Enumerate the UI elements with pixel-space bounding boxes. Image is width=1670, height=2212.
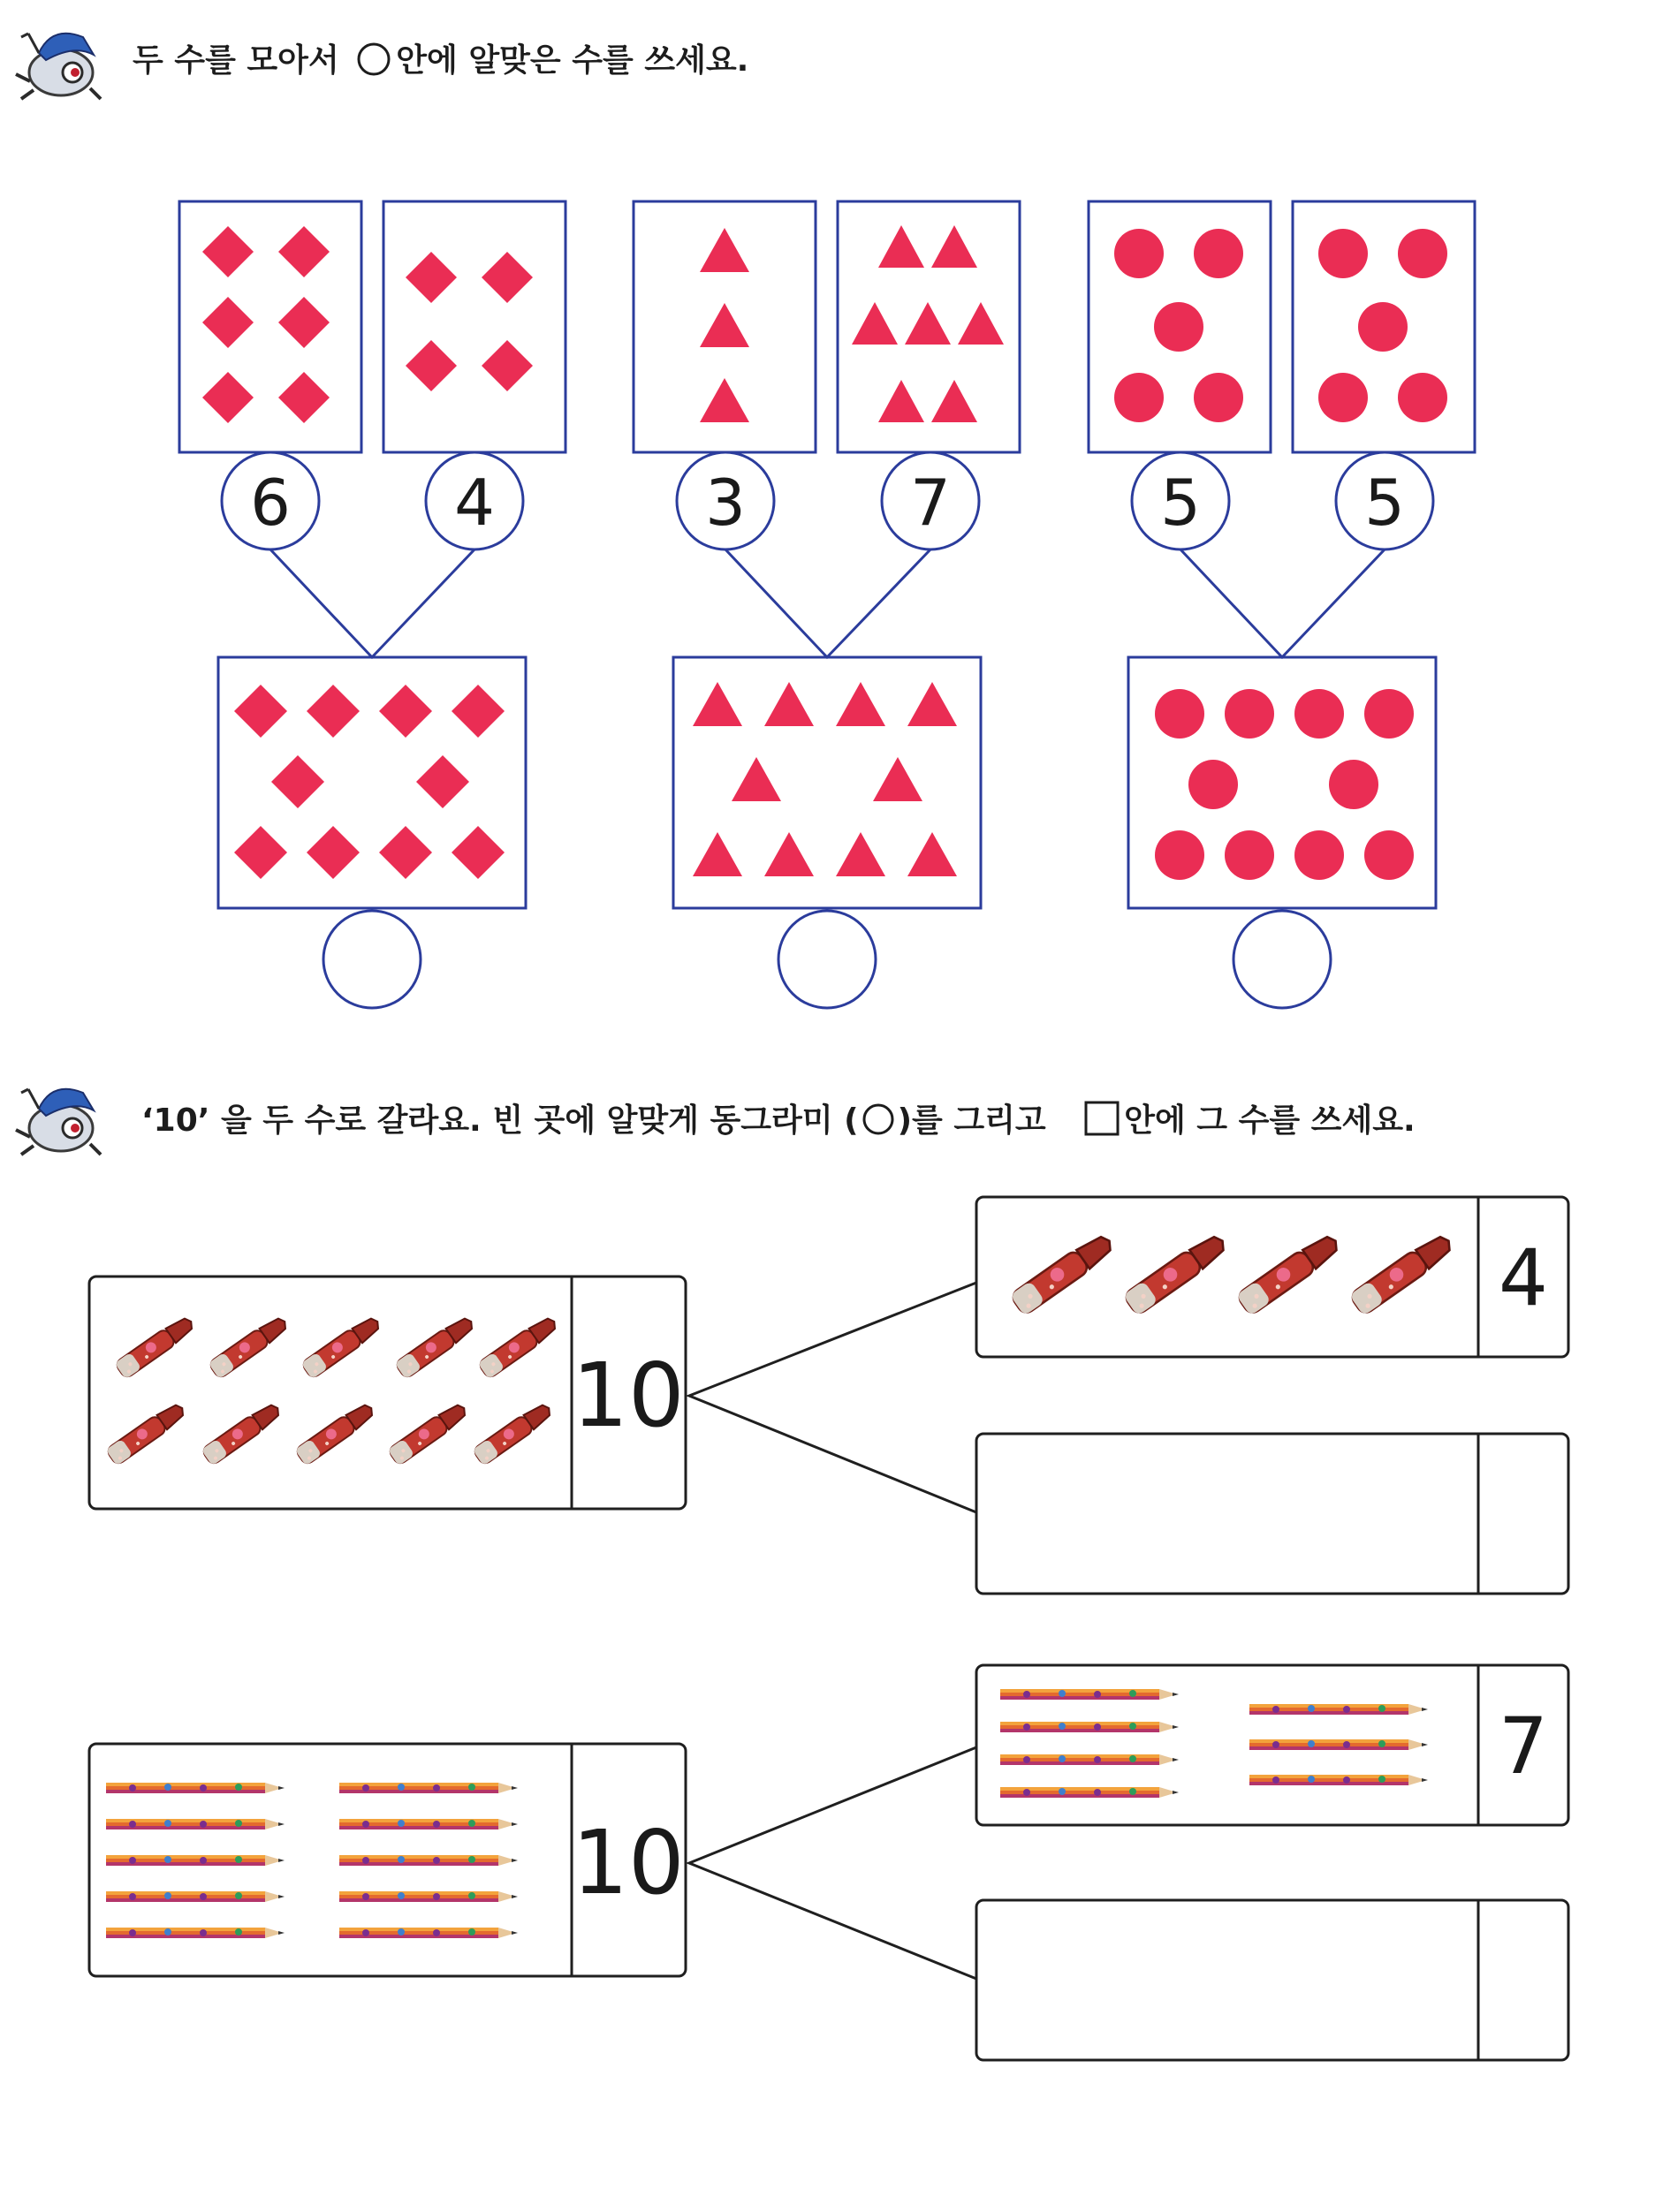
- dot-shape: [1358, 302, 1408, 352]
- pencil-icon: [106, 1783, 285, 1793]
- pencil-icon: [339, 1855, 518, 1866]
- dot-shape: [1329, 760, 1378, 809]
- total-number: 10: [572, 1344, 685, 1447]
- left-number: 3: [705, 466, 746, 540]
- pencil-icon: [339, 1891, 518, 1902]
- pencil-icon: [1000, 1787, 1179, 1798]
- left-card: [179, 201, 361, 452]
- instruction-2-pre: ‘10’ 을 두 수로 갈라요. 빈 곳에 알맞게 동그라미 (: [141, 1102, 859, 1139]
- right-card: [383, 201, 566, 452]
- dot-shape: [1114, 229, 1164, 278]
- answer-circle[interactable]: [323, 911, 421, 1008]
- connector-line: [270, 549, 474, 657]
- dot-shape: [1155, 689, 1204, 739]
- dot-shape: [1188, 760, 1238, 809]
- right-number: 5: [1364, 466, 1405, 540]
- pencil-icon: [1249, 1739, 1428, 1750]
- dot-shape: [1364, 689, 1414, 739]
- answer-circle[interactable]: [778, 911, 876, 1008]
- pencil-icon: [339, 1783, 518, 1793]
- dot-shape: [1225, 830, 1274, 880]
- pencil-icon: [339, 1928, 518, 1938]
- instruction-2-mid: )를 그리고: [897, 1102, 1058, 1139]
- pencil-icon: [106, 1819, 285, 1829]
- pencil-icon: [106, 1855, 285, 1866]
- pencil-icon: [1000, 1689, 1179, 1700]
- pencil-icon: [1000, 1722, 1179, 1732]
- instruction-1-pre: 두 수를 모아서: [133, 42, 351, 79]
- total-number: 10: [572, 1811, 685, 1914]
- pencil-icon: [339, 1819, 518, 1829]
- pencil-icon: [106, 1928, 285, 1938]
- instruction-1-post: 안에 알맞은 수를 쓰세요.: [396, 42, 749, 79]
- dot-shape: [1294, 830, 1344, 880]
- answer-circle[interactable]: [1234, 911, 1331, 1008]
- dot-shape: [1294, 689, 1344, 739]
- dot-shape: [1225, 689, 1274, 739]
- instruction-2-post: 안에 그 수를 쓰세요.: [1124, 1102, 1416, 1139]
- dot-shape: [1114, 373, 1164, 422]
- dot-shape: [1194, 229, 1243, 278]
- left-number: 6: [250, 466, 291, 540]
- dot-shape: [1194, 373, 1243, 422]
- left-number: 5: [1160, 466, 1201, 540]
- pencil-icon: [1249, 1704, 1428, 1715]
- split-line: [689, 1747, 976, 1979]
- dot-shape: [1398, 373, 1447, 422]
- known-part-number: 7: [1499, 1701, 1548, 1792]
- dot-shape: [1318, 373, 1368, 422]
- connector-line: [1180, 549, 1385, 657]
- pencil-icon: [1249, 1775, 1428, 1785]
- dot-shape: [1398, 229, 1447, 278]
- pencil-icon: [1000, 1754, 1179, 1765]
- right-number: 7: [910, 466, 951, 540]
- connector-line: [725, 549, 930, 657]
- right-number: 4: [454, 466, 495, 540]
- dot-shape: [1364, 830, 1414, 880]
- dot-shape: [1318, 229, 1368, 278]
- split-line: [689, 1283, 976, 1512]
- known-part-number: 4: [1499, 1232, 1548, 1323]
- pencil-icon: [106, 1891, 285, 1902]
- dot-shape: [1155, 830, 1204, 880]
- dot-shape: [1154, 302, 1203, 352]
